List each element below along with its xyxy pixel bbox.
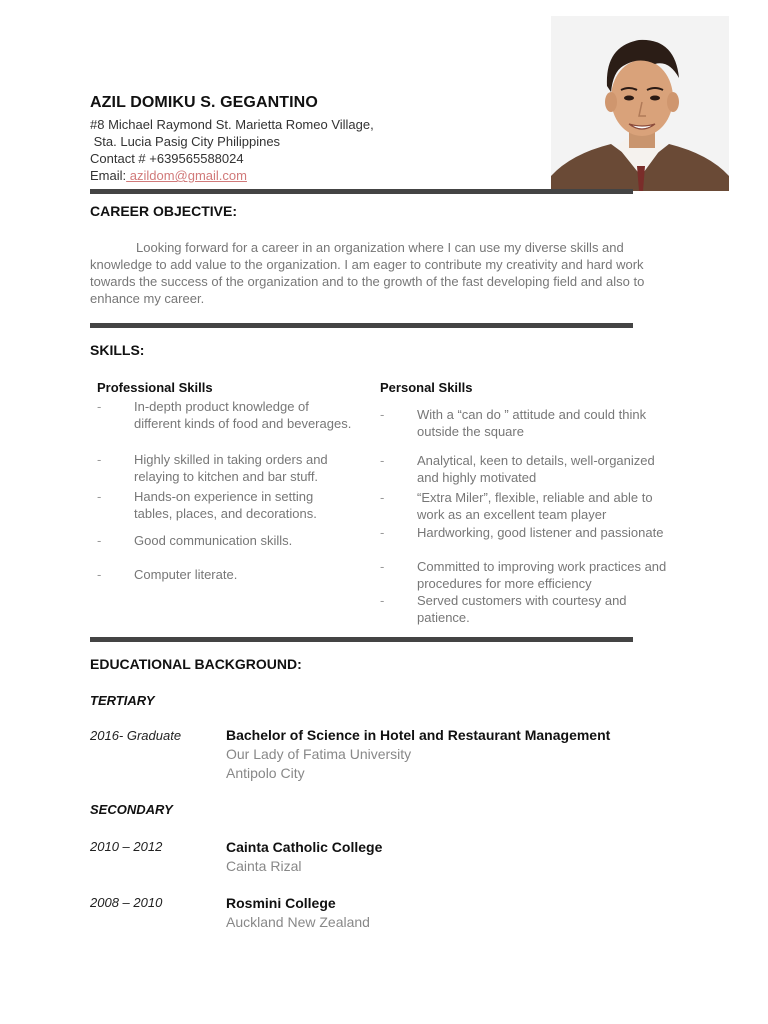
- bullet-dash: -: [97, 533, 102, 548]
- skill-text: With a “can do ” attitude and could think outside the square: [417, 407, 647, 439]
- skill-text: Committed to improving work practices and procedures for more efficiency: [417, 559, 667, 591]
- career-objective-text: Looking forward for a career in an organization where I can use my diverse skills and knowledge to add value to the organization. I am eager to contribute my creativity and hard work towards the success of the organization and to the growth of the fast developing field and also to enhance my career.: [90, 240, 645, 306]
- skill-text: Good communication skills.: [134, 533, 293, 548]
- contact-block: [90, 116, 374, 184]
- bullet-dash: -: [380, 525, 385, 540]
- school-title: Cainta Catholic College: [226, 839, 383, 855]
- bullet-dash: -: [97, 567, 102, 582]
- email-link[interactable]: azildom@gmail.com: [126, 168, 247, 183]
- address-line-1: #8 Michael Raymond St. Marietta Romeo Village,: [90, 117, 374, 132]
- school-name: Our Lady of Fatima University: [226, 746, 412, 762]
- bullet-dash: -: [97, 452, 102, 467]
- email-label: Email:: [90, 168, 127, 183]
- professional-skills-title: Professional Skills: [97, 380, 213, 395]
- bullet-dash: -: [97, 399, 102, 414]
- skill-text: Hands-on experience in setting tables, places, and decorations.: [134, 489, 317, 521]
- school-title: Rosmini College: [226, 895, 336, 911]
- personal-skills-title: Personal Skills: [380, 380, 473, 395]
- bullet-dash: -: [380, 490, 385, 505]
- school-location: Cainta Rizal: [226, 858, 302, 874]
- skill-text: Analytical, keen to details, well-organized and highly motivated: [417, 453, 655, 485]
- profile-photo: [551, 16, 729, 191]
- education-heading: EDUCATIONAL BACKGROUND:: [90, 656, 302, 672]
- portrait-image: [551, 16, 729, 191]
- bullet-dash: -: [380, 559, 385, 574]
- skill-text: Served customers with courtesy and patience.: [417, 593, 627, 625]
- address-line-2: Sta. Lucia Pasig City Philippines: [90, 134, 281, 149]
- skill-text: Hardworking, good listener and passionate: [417, 525, 664, 540]
- skill-text: Highly skilled in taking orders and relaying to kitchen and bar stuff.: [134, 452, 328, 484]
- tertiary-label: TERTIARY: [90, 693, 155, 708]
- bullet-dash: -: [380, 593, 385, 608]
- applicant-name: AZIL DOMIKU S. GEGANTINO: [90, 94, 318, 111]
- career-objective-heading: CAREER OBJECTIVE:: [90, 203, 238, 219]
- professional-skills-list: [97, 398, 367, 588]
- contact-number: Contact # +639565588024: [90, 151, 244, 166]
- school-location: Antipolo City: [226, 765, 305, 781]
- skill-text: In-depth product knowledge of different kinds of food and beverages.: [134, 399, 352, 431]
- section-divider: [90, 323, 633, 328]
- section-divider: [90, 189, 633, 194]
- section-divider: [90, 637, 633, 642]
- education-year: 2016- Graduate: [90, 728, 182, 743]
- school-location: Auckland New Zealand: [226, 914, 370, 930]
- education-year: 2010 – 2012: [90, 839, 163, 854]
- secondary-label: SECONDARY: [90, 802, 173, 817]
- personal-skills-list: [380, 406, 680, 628]
- skill-text: “Extra Miler”, flexible, reliable and able to work as an excellent team player: [417, 490, 653, 522]
- degree-title: Bachelor of Science in Hotel and Restaurant Management: [226, 727, 611, 743]
- skills-heading: SKILLS:: [90, 342, 145, 358]
- bullet-dash: -: [380, 407, 385, 422]
- education-year: 2008 – 2010: [90, 895, 163, 910]
- skill-text: Computer literate.: [134, 567, 238, 582]
- bullet-dash: -: [380, 453, 385, 468]
- email-line: [90, 167, 374, 184]
- bullet-dash: -: [97, 489, 102, 504]
